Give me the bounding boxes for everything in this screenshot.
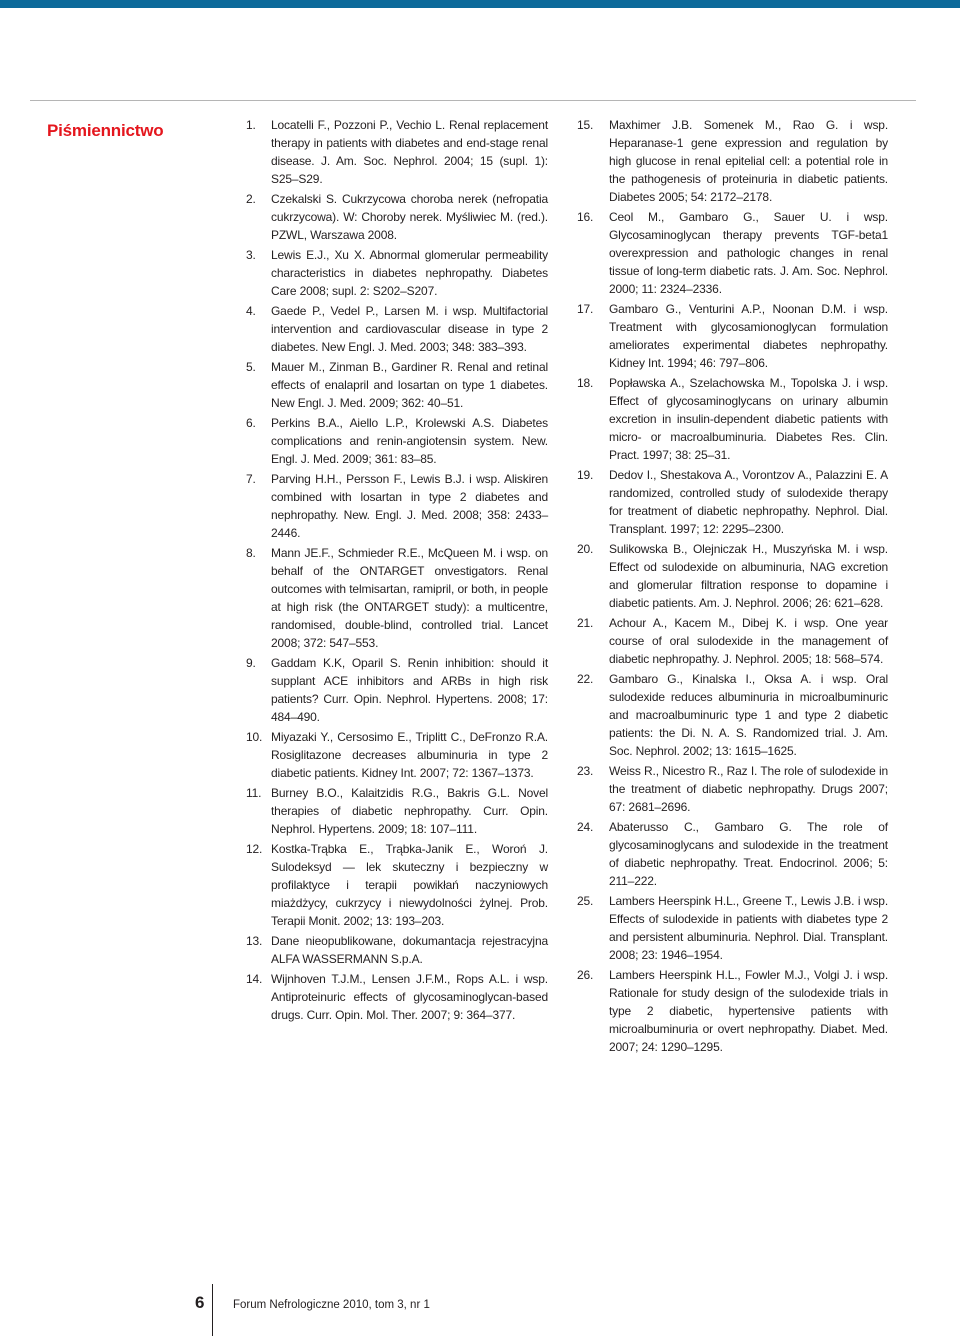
reference-item [246,784,548,838]
reference-item [577,818,888,890]
reference-text: Popławska A., Szelachowska M., Topolska J. i wsp. Effect of glycosaminoglycans on urinary albumin excretion in insulin-dependent diabetic patients with micro- or macroalbuminuria. Diabetes Res. Clin. Pract. 1997; 38: 25–31. [609,376,888,462]
reference-text: Dedov I., Shestakova A., Vorontzov A., Palazzini E. A randomized, controlled study of sulodexide therapy for treatment of diabetic nephropathy. Nephrol. Dial. Transplant. 1997; 12: 2295–2300. [609,468,888,536]
reference-number: 11. [246,786,262,800]
reference-item [577,892,888,964]
reference-text: Dane nieopublikowane, dokumantacja rejestracyjna ALFA WASSERMANN S.p.A. [271,934,548,966]
reference-item [246,654,548,726]
reference-item [246,302,548,356]
reference-number: 9. [246,656,256,670]
reference-number: 6. [246,416,256,430]
reference-number: 20. [577,542,594,556]
reference-number: 22. [577,672,594,686]
reference-number: 21. [577,616,594,630]
reference-text: Gambaro G., Venturini A.P., Noonan D.M. i wsp. Treatment with glycosamionoglycan formulation ameliorates experimental diabetes nephropathy. Kidney Int. 1994; 46: 797–806. [609,302,888,370]
reference-text: Mauer M., Zinman B., Gardiner R. Renal and retinal effects of enalapril and losartan on type 1 diabetes. New Engl. J. Med. 2009; 362: 40–51. [271,360,548,410]
reference-text: Lambers Heerspink H.L., Greene T., Lewis J.B. i wsp. Effects of sulodexide in patients with diabetes type 2 and persistent albuminuria. Nephrol. Dial. Transplant. 2008; 23: 1946–1954. [609,894,888,962]
reference-number: 7. [246,472,256,486]
reference-item [577,762,888,816]
page-number: 6 [195,1293,205,1312]
reference-text: Lewis E.J., Xu X. Abnormal glomerular permeability characteristics in diabetes nephropathy. Diabetes Care 2008; supl. 2: S202–S207. [271,248,548,298]
reference-item [577,300,888,372]
references-column-right [577,116,888,1058]
reference-item [246,840,548,930]
reference-text: Ceol M., Gambaro G., Sauer U. i wsp. Glycosaminoglycan therapy prevents TGF-beta1 overexpression and pathologic changes in renal tissue of long-term diabetic rats. J. Am. Soc. Nephrol. 2000; 11: 2324–2336. [609,210,888,296]
reference-text: Miyazaki Y., Cersosimo E., Triplitt C., DeFronzo R.A. Rosiglitazone decreases albuminuria in type 2 diabetic patients. Kidney Int. 2007; 72: 1367–1373. [271,730,548,780]
reference-text: Lambers Heerspink H.L., Fowler M.J., Volgi J. i wsp. Rationale for study design of the sulodexide trials in type 2 diabetic, hypertensive patients with microalbuminuria or overt nephropathy. Diabet. Med. 2007; 24: 1290–1295. [609,968,888,1054]
reference-item [577,208,888,298]
journal-citation: Forum Nefrologiczne 2010, tom 3, nr 1 [233,1299,430,1311]
header-divider [30,100,916,101]
reference-text: Wijnhoven T.J.M., Lensen J.F.M., Rops A.L. i wsp. Antiproteinuric effects of glycosaminoglycan-based drugs. Curr. Opin. Mol. Ther. 2007; 9: 364–377. [271,972,548,1022]
reference-number: 19. [577,468,594,482]
reference-item [246,470,548,542]
reference-number: 10. [246,730,263,744]
reference-text: Czekalski S. Cukrzycowa choroba nerek (nefropatia cukrzycowa). W: Choroby nerek. Myśliwiec M. (red.). PZWL, Warszawa 2008. [271,192,548,242]
reference-text: Sulikowska B., Olejniczak H., Muszyńska M. i wsp. Effect od sulodexide on albuminuria, NAG excretion and glomerular filtration response to dopamine i diabetic patients. Am. J. Nephrol. 2006; 26: 621–628. [609,542,888,610]
reference-number: 3. [246,248,256,262]
reference-number: 1. [246,118,256,132]
reference-number: 16. [577,210,594,224]
reference-text: Weiss R., Nicestro R., Raz I. The role of sulodexide in the treatment of diabetic nephropathy. Drugs 2007; 67: 2681–2696. [609,764,888,814]
reference-item [577,116,888,206]
reference-number: 18. [577,376,594,390]
reference-item [577,966,888,1056]
reference-item [577,374,888,464]
reference-number: 26. [577,968,594,982]
reference-text: Burney B.O., Kalaitzidis R.G., Bakris G.L. Novel therapies of diabetic nephropathy. Curr. Opin. Nephrol. Hypertens. 2009; 18: 107–111. [271,786,548,836]
reference-number: 15. [577,118,594,132]
reference-number: 23. [577,764,594,778]
reference-text: Parving H.H., Persson F., Lewis B.J. i wsp. Aliskiren combined with losartan in type 2 diabetes and nephropathy. New. Engl. J. Med. 2008; 358: 2433–2446. [271,472,548,540]
reference-text: Gaddam K.K, Oparil S. Renin inhibition: should it supplant ACE inhibitors and ARBs in high risk patients? Curr. Opin. Nephrol. Hypertens. 2008; 17: 484–490. [271,656,548,724]
reference-item [577,540,888,612]
reference-item [246,116,548,188]
reference-number: 8. [246,546,256,560]
reference-item [577,614,888,668]
reference-item [246,544,548,652]
reference-text: Maxhimer J.B. Somenek M., Rao G. i wsp. Heparanase-1 gene expression and regulation by high glucose in renal epitelial cell: a potential role in the pathogenesis of proteinuria in diabetic patients. Diabetes 2005; 54: 2172–2178. [609,118,888,204]
reference-text: Kostka-Trąbka E., Trąbka-Janik E., Woroń J. Sulodeksyd — lek skuteczny i bezpieczny w profilaktyce i terapii powikłań naczyniowych miażdżycy, cukrzycy i niewydolności żylnej. Prob. Terapii Monit. 2002; 13: 193–203. [271,842,548,928]
reference-item [246,414,548,468]
reference-text: Perkins B.A., Aiello L.P., Krolewski A.S. Diabetes complications and renin-angiotensin system. New. Engl. J. Med. 2009; 361: 83–85. [271,416,548,466]
reference-item [246,970,548,1024]
reference-text: Gaede P., Vedel P., Larsen M. i wsp. Multifactorial intervention and cardiovascular disease in type 2 diabetes. New Engl. J. Med. 2003; 348: 383–393. [271,304,548,354]
reference-text: Locatelli F., Pozzoni P., Vechio L. Renal replacement therapy in patients with diabetes and end-stage renal disease. J. Am. Soc. Nephrol. 2004; 15 (supl. 1): S25–S29. [271,118,548,186]
reference-text: Gambaro G., Kinalska I., Oksa A. i wsp. Oral sulodexide reduces albuminuria in microalbuminuric and macroalbuminuric type 1 and type 2 diabetic patients: the Di. N. A. S. Randomized trial. J. Am. Soc. Nephrol. 2002; 13: 1615–1625. [609,672,888,758]
reference-number: 14. [246,972,263,986]
reference-number: 25. [577,894,594,908]
reference-item [246,932,548,968]
reference-item [246,190,548,244]
reference-number: 2. [246,192,256,206]
reference-item [246,728,548,782]
section-title: Piśmiennictwo [47,121,164,140]
references-column-left [246,116,548,1026]
reference-item [577,466,888,538]
reference-item [577,670,888,760]
reference-item [246,358,548,412]
reference-number: 17. [577,302,594,316]
reference-number: 12. [246,842,263,856]
reference-number: 4. [246,304,256,318]
header-accent-bar [0,0,960,8]
reference-item [246,246,548,300]
reference-number: 13. [246,934,263,948]
reference-number: 5. [246,360,256,374]
reference-text: Abaterusso C., Gambaro G. The role of glycosaminoglycans and sulodexide in the treatment of diabetic nephropathy. Treat. Endocrinol. 2006; 5: 211–222. [609,820,888,888]
footer-divider [212,1284,213,1336]
reference-text: Mann JE.F., Schmieder R.E., McQueen M. i wsp. on behalf of the ONTARGET onvestigators. Renal outcomes with telmisartan, ramipril, or both, in people at high risk (the ONTARGET study): a multicentre, randomised, double-blind, controlled trial. Lancet 2008; 372: 547–553. [271,546,548,650]
reference-number: 24. [577,820,594,834]
reference-text: Achour A., Kacem M., Dibej K. i wsp. One year course of oral sulodexide in the management of diabetic nephropathy. J. Nephrol. 2005; 18: 568–574. [609,616,888,666]
